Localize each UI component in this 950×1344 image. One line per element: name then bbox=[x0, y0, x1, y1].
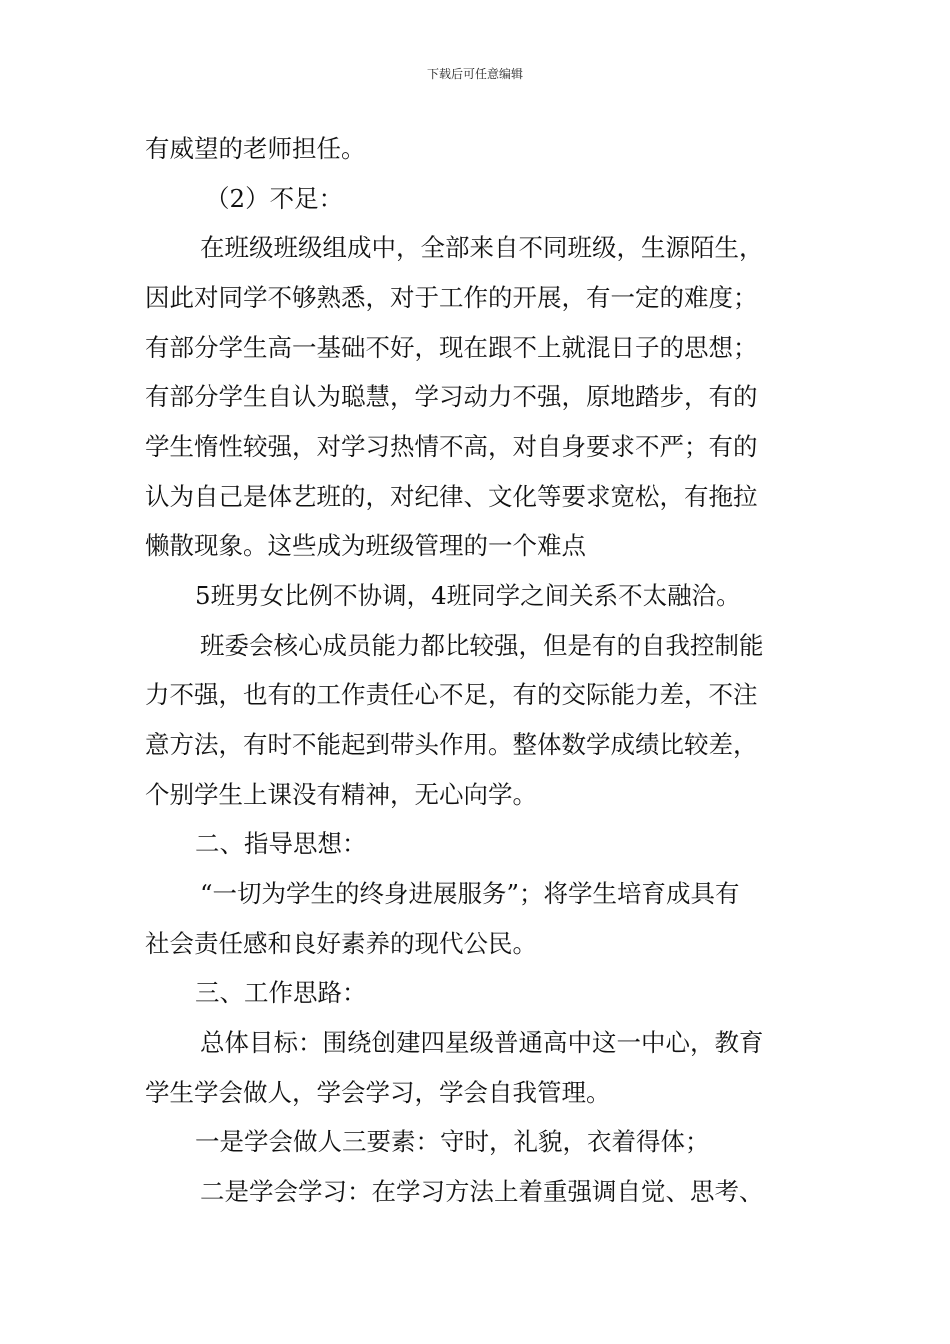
section-heading: （2）不足： bbox=[205, 184, 344, 213]
paragraph-line: 班委会核心成员能力都比较强，但是有的自我控制能 bbox=[200, 631, 764, 660]
paragraph-line: 力不强，也有的工作责任心不足，有的交际能力差，不注 bbox=[145, 680, 758, 709]
paragraph-line: 有威望的老师担任。 bbox=[145, 134, 366, 163]
paragraph-line: 一是学会做人三要素：守时，礼貌，衣着得体； bbox=[195, 1127, 710, 1156]
paragraph-line: 社会责任感和良好素养的现代公民。 bbox=[145, 929, 537, 958]
paragraph-line: 有部分学生高一基础不好，现在跟不上就混日子的思想； bbox=[145, 333, 758, 362]
paragraph-line: 学生学会做人，学会学习，学会自我管理。 bbox=[145, 1078, 611, 1107]
paragraph-line: 总体目标：围绕创建四星级普通高中这一中心，教育 bbox=[200, 1028, 764, 1057]
section-heading: 三、工作思路： bbox=[195, 978, 367, 1007]
section-heading: 二、指导思想： bbox=[195, 829, 367, 858]
paragraph-line: 有部分学生自认为聪慧，学习动力不强，原地踏步，有的 bbox=[145, 382, 758, 411]
paragraph-line: “一切为学生的终身进展服务”；将学生培育成具有 bbox=[200, 879, 740, 908]
paragraph-line: 5班男女比例不协调，4班同学之间关系不太融洽。 bbox=[195, 581, 741, 610]
paragraph-line: 学生惰性较强，对学习热情不高，对自身要求不严；有的 bbox=[145, 432, 758, 461]
paragraph-line: 个别学生上课没有精神，无心向学。 bbox=[145, 780, 537, 809]
paragraph-line: 在班级班级组成中，全部来自不同班级，生源陌生， bbox=[200, 233, 764, 262]
paragraph-line: 懒散现象。这些成为班级管理的一个难点 bbox=[145, 531, 586, 560]
paragraph-line: 因此对同学不够熟悉，对于工作的开展，有一定的难度； bbox=[145, 283, 758, 312]
page-header: 下载后可任意编辑 bbox=[426, 67, 523, 81]
paragraph-line: 二是学会学习：在学习方法上着重强调自觉、思考、 bbox=[200, 1177, 764, 1206]
paragraph-line: 认为自己是体艺班的，对纪律、文化等要求宽松，有拖拉 bbox=[145, 482, 758, 511]
paragraph-line: 意方法，有时不能起到带头作用。整体数学成绩比较差， bbox=[145, 730, 758, 759]
